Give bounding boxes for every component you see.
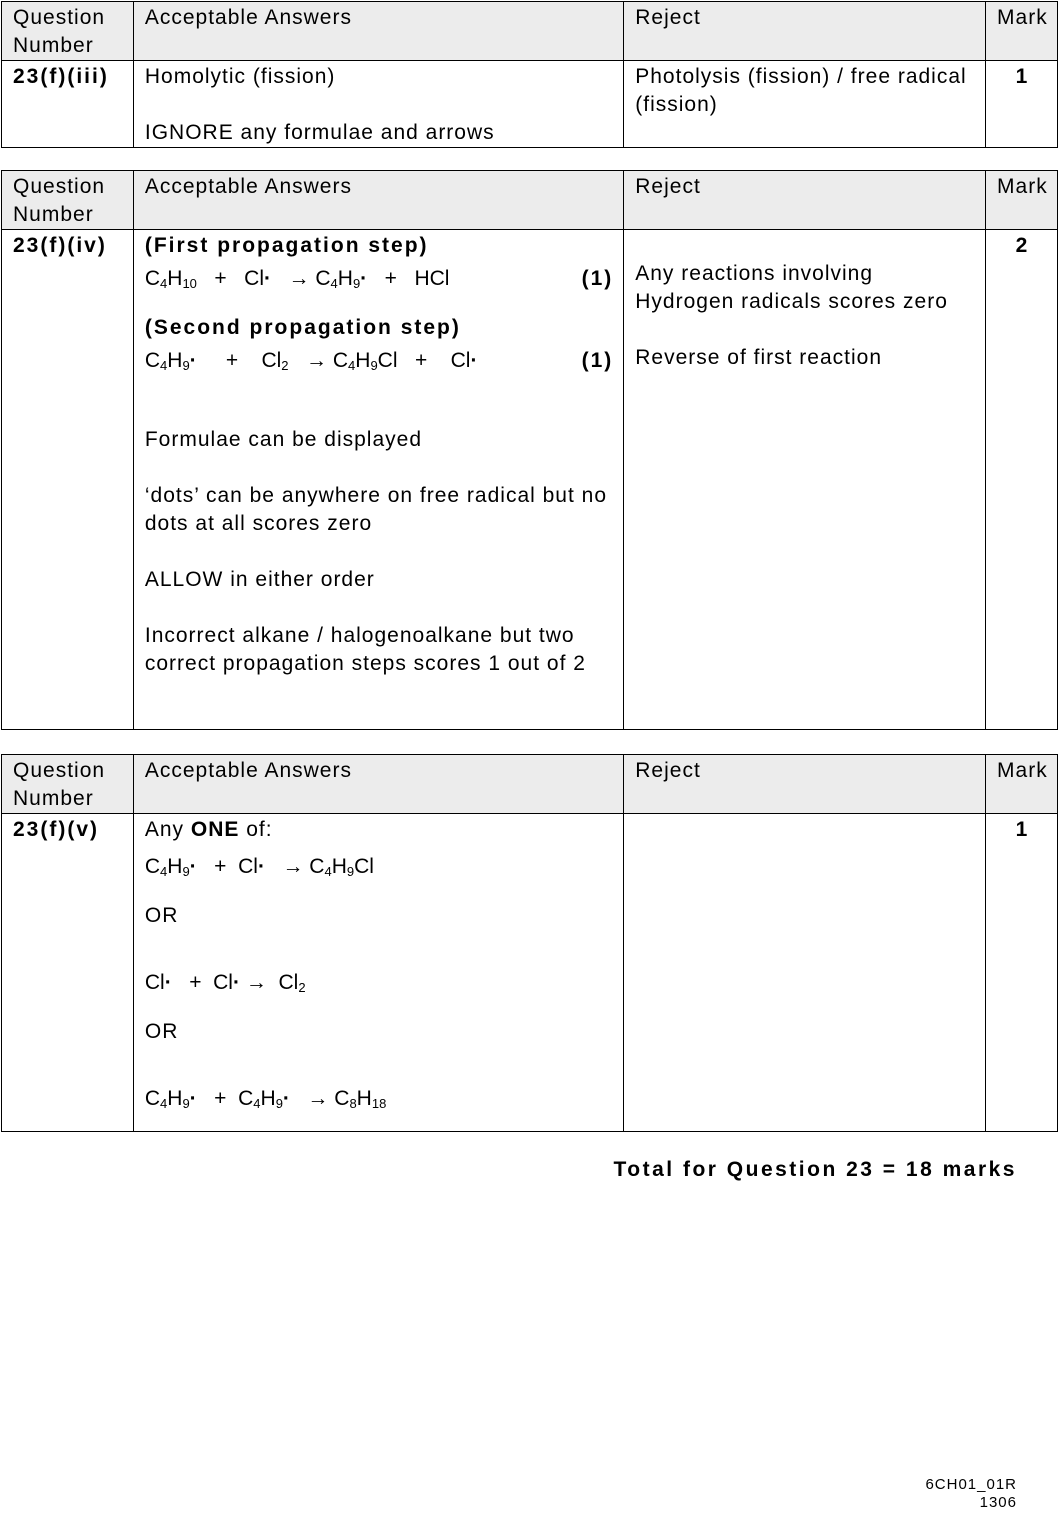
header-row	[2, 2, 1058, 61]
paper-date: 1306	[979, 1494, 1017, 1511]
mark-scheme-table-v	[1, 754, 1058, 1132]
mark-scheme-table-iv	[1, 170, 1058, 730]
header-acceptable-answers: Acceptable Answers	[133, 2, 623, 61]
answer-note: IGNORE any formulae and arrows	[144, 121, 495, 144]
reject-cell	[624, 814, 986, 1132]
note-text: Incorrect alkane / halogenoalkane but two correct propagation steps scores 1 out of 2	[144, 624, 586, 675]
question-number: 23(f)(iii)	[2, 61, 134, 148]
step-mark: (1)	[581, 267, 614, 290]
question-number: 23(f)(v)	[2, 814, 134, 1132]
mark-value: 1	[986, 814, 1058, 1132]
acceptable-answers-cell	[133, 814, 623, 1132]
answer-row	[2, 61, 1058, 148]
second-propagation-equation	[145, 346, 613, 376]
note-text: ‘dots’ can be anywhere on free radical but no dots at all scores zero	[144, 484, 608, 535]
or-text: OR	[144, 1020, 179, 1043]
second-propagation-title: (Second propagation step)	[144, 316, 461, 339]
answer-text: Homolytic (fission)	[144, 65, 336, 88]
answer-row	[2, 814, 1058, 1132]
header-acceptable-answers: Acceptable Answers	[133, 755, 623, 814]
equation-text: $C_4H_9\cdot$ + $Cl_2 \to C_4H_9Cl$ + Cl·	[144, 349, 478, 373]
first-propagation-title: (First propagation step)	[144, 234, 429, 257]
mark-scheme-table-iii	[1, 1, 1058, 148]
question-total: Total for Question 23 = 18 marks	[613, 1158, 1017, 1181]
header-question-number: Question Number	[2, 2, 134, 61]
acceptable-answers-cell	[133, 230, 623, 730]
answer-intro: Any ONE of:	[144, 818, 273, 841]
header-question-number: Question Number	[2, 755, 134, 814]
reject-cell	[624, 230, 986, 730]
first-propagation-equation	[145, 264, 613, 294]
termination-equation-3: $C_4H_9\cdot + C_4H_9\cdot \to C_8H_{18}$	[144, 1087, 387, 1111]
termination-equation-2: $Cl\cdot + Cl\cdot \to Cl_2$	[144, 971, 306, 995]
question-number: 23(f)(iv)	[2, 230, 134, 730]
header-reject: Reject	[624, 2, 986, 61]
header-reject: Reject	[624, 171, 986, 230]
header-reject: Reject	[624, 755, 986, 814]
header-mark: Mark	[986, 171, 1058, 230]
reject-text: Photolysis (fission) / free radical (fission)	[635, 65, 967, 116]
header-mark: Mark	[986, 2, 1058, 61]
mark-value: 2	[986, 230, 1058, 730]
note-text: Formulae can be displayed	[144, 428, 423, 451]
reject-text: Reverse of first reaction	[635, 346, 883, 369]
paper-code: 6CH01_01R	[925, 1476, 1017, 1493]
termination-equation-1: $C_4H_9\cdot + Cl\cdot \to C_4H_9Cl$	[144, 855, 374, 879]
step-mark: (1)	[581, 349, 614, 372]
header-mark: Mark	[986, 755, 1058, 814]
reject-text: Any reactions involving Hydrogen radicals scores zero	[635, 262, 948, 313]
header-acceptable-answers: Acceptable Answers	[133, 171, 623, 230]
page-footer	[800, 1476, 1017, 1512]
or-text: OR	[144, 904, 179, 927]
answer-row	[2, 230, 1058, 730]
acceptable-answers-cell	[133, 61, 623, 148]
equation-text: $C_4H_{10} + Cl\cdot \to C_4H_9\cdot$ + HCl	[144, 267, 450, 291]
note-text: ALLOW in either order	[144, 568, 375, 591]
header-row	[2, 755, 1058, 814]
mark-value: 1	[986, 61, 1058, 148]
header-row	[2, 171, 1058, 230]
reject-cell	[624, 61, 986, 148]
header-question-number: Question Number	[2, 171, 134, 230]
